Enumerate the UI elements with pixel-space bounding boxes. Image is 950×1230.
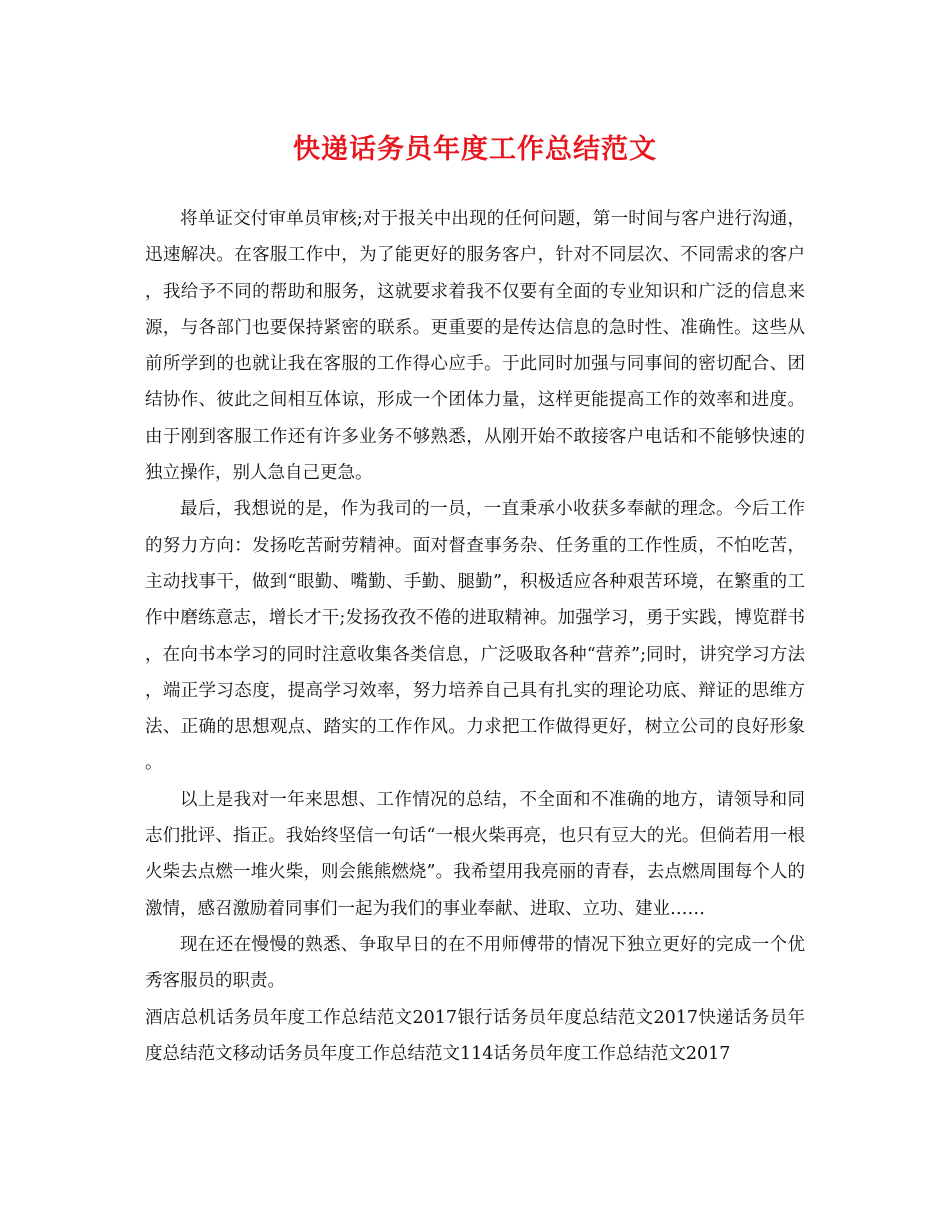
related-articles-line: 酒店总机话务员年度工作总结范文2017银行话务员年度总结范文2017快递话务员年度总结范文移动话务员年度工作总结范文114话务员年度工作总结范文2017 — [145, 1007, 805, 1064]
paragraph-2: 最后，我想说的是，作为我司的一员，一直秉承小收获多奉献的理念。今后工作的努力方向：发扬吃苦耐劳精神。面对督查事务杂、任务重的工作性质，不怕吃苦，主动找事干，做到“眼勤、嘴勤、手勤、腿勤”，积极适应各种艰苦环境，在繁重的工作中磨练意志，增长才干;发扬孜孜不倦的进取精神。加强学习，勇于实践，博览群书，在向书本学习的同时注意收集各类信息，广泛吸取各种“营养”;同时，讲究学习方法，端正学习态度，提高学习效率，努力培养自己具有扎实的理论功底、辩证的思维方法、正确的思想观点、踏实的工作作风。力求把工作做得更好，树立公司的良好形象。 — [145, 499, 805, 774]
paragraph-4: 现在还在慢慢的熟悉、争取早日的在不用师傅带的情况下独立更好的完成一个优秀客服员的职责。 — [145, 934, 805, 992]
paragraph-3: 以上是我对一年来思想、工作情况的总结，不全面和不准确的地方，请领导和同志们批评、指正。我始终坚信一句话“一根火柴再亮，也只有豆大的光。但倘若用一根火柴去点燃一堆火柴，则会熊熊燃烧”。我希望用我亮丽的青春，去点燃周围每个人的激情，感召激励着同事们一起为我们的事业奉献、进取、立功、建业…… — [145, 789, 805, 919]
paragraph-1: 将单证交付审单员审核;对于报关中出现的任何问题，第一时间与客户进行沟通，迅速解决。在客服工作中，为了能更好的服务客户，针对不同层次、不同需求的客户，我给予不同的帮助和服务，这就要求着我不仅要有全面的专业知识和广泛的信息来源，与各部门也要保持紧密的联系。更重要的是传达信息的急时性、准确性。这些从前所学到的也就让我在客服的工作得心应手。于此同时加强与同事间的密切配合、团结协作、彼此之间相互体谅，形成一个团体力量，这样更能提高工作的效率和进度。由于刚到客服工作还有许多业务不够熟悉，从刚开始不敢接客户电话和不能够快速的独立操作，别人急自己更急。 — [145, 209, 805, 484]
document-title: 快递话务员年度工作总结范文 — [293, 134, 657, 165]
document-body — [145, 201, 805, 1072]
